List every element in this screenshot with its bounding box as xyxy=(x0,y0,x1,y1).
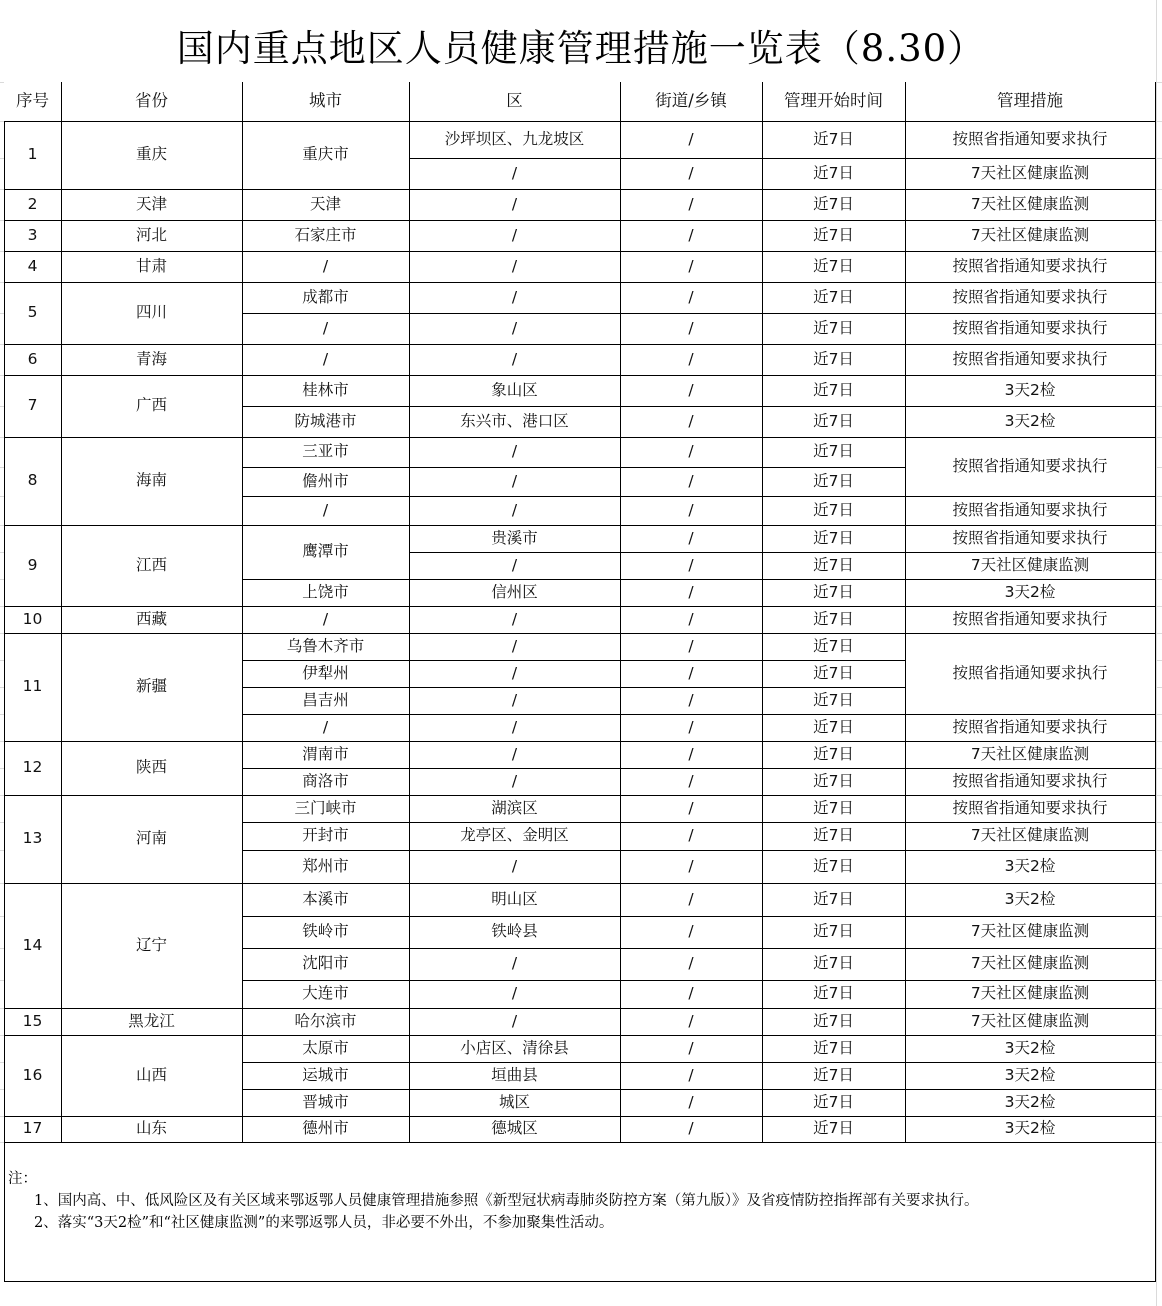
cell-district[interactable]: / xyxy=(511,256,518,275)
cell-city[interactable]: 渭南市 xyxy=(302,744,349,763)
cell-start[interactable]: 近7日 xyxy=(813,225,854,244)
cell-measure[interactable]: 3天2检 xyxy=(1004,1038,1056,1057)
cell-district[interactable]: 信州区 xyxy=(491,582,538,601)
cell-district[interactable]: / xyxy=(511,984,518,1003)
note-item-2: 2、落实“3天2检”和“社区健康监测”的来鄂返鄂人员，非必要不外出，不参加聚集性活动。 xyxy=(34,1215,614,1231)
header-seq[interactable]: 序号 xyxy=(4,82,61,121)
cell-street[interactable]: / xyxy=(688,318,694,337)
cell-city[interactable]: 本溪市 xyxy=(302,889,349,908)
cell-city[interactable]: 运城市 xyxy=(302,1065,349,1084)
cell-city[interactable]: 上饶市 xyxy=(302,582,349,601)
cell-city[interactable]: 晋城市 xyxy=(302,1092,349,1111)
cell-province[interactable]: 辽宁 xyxy=(135,935,167,954)
cell-street[interactable]: / xyxy=(688,349,694,368)
cell-province[interactable]: 广西 xyxy=(135,396,167,415)
cell-street[interactable]: / xyxy=(688,663,694,682)
cell-measure[interactable]: 按照省指通知要求执行 xyxy=(952,609,1108,628)
cell-start[interactable]: 近7日 xyxy=(813,528,854,547)
cell-measure[interactable]: 按照省指通知要求执行 xyxy=(952,318,1108,337)
cell-city[interactable]: 德州市 xyxy=(302,1119,349,1138)
cell-measure[interactable]: 3天2检 xyxy=(1004,411,1056,430)
cell-street[interactable]: / xyxy=(688,163,694,182)
cell-seq[interactable]: 6 xyxy=(27,349,38,368)
cell-district[interactable]: 铁岭县 xyxy=(491,922,538,941)
cell-street[interactable]: / xyxy=(688,922,694,941)
cell-street[interactable]: / xyxy=(688,798,694,817)
cell-district[interactable]: / xyxy=(511,442,518,461)
cell-measure[interactable]: 7天社区健康监测 xyxy=(970,163,1090,182)
cell-province[interactable]: 青海 xyxy=(135,349,167,368)
cell-street[interactable]: / xyxy=(688,954,694,973)
cell-start[interactable]: 近7日 xyxy=(813,922,854,941)
cell-measure[interactable]: 按照省指通知要求执行 xyxy=(952,798,1108,817)
cell-seq[interactable]: 13 xyxy=(22,829,43,848)
cell-district[interactable]: / xyxy=(511,194,518,213)
cell-district[interactable]: / xyxy=(511,225,518,244)
cell-measure[interactable]: 7天社区健康监测 xyxy=(970,826,1090,845)
cell-start[interactable]: 近7日 xyxy=(813,690,854,709)
cell-start[interactable]: 近7日 xyxy=(813,954,854,973)
cell-start[interactable]: 近7日 xyxy=(813,1038,854,1057)
cell-district[interactable]: / xyxy=(511,663,518,682)
cell-district[interactable]: 贵溪市 xyxy=(491,528,538,547)
cell-street[interactable]: / xyxy=(688,1119,694,1138)
cell-street[interactable]: / xyxy=(688,1011,694,1030)
cell-district[interactable]: 德城区 xyxy=(491,1119,538,1138)
cell-city[interactable]: 郑州市 xyxy=(302,856,349,875)
cell-start[interactable]: 近7日 xyxy=(813,555,854,574)
cell-district[interactable]: 湖滨区 xyxy=(491,798,538,817)
note-item-1: 1、国内高、中、低风险区及有关区域来鄂返鄂人员健康管理措施参照《新型冠状病毒肺炎防控方案（第九版）》及省疫情防控指挥部有关要求执行。 xyxy=(34,1193,979,1209)
cell-district[interactable]: / xyxy=(511,1011,518,1030)
cell-measure[interactable]: 按照省指通知要求执行 xyxy=(952,456,1108,475)
cell-city[interactable]: 石家庄市 xyxy=(294,225,357,244)
cell-province[interactable]: 山东 xyxy=(135,1119,167,1138)
cell-measure[interactable]: 按照省指通知要求执行 xyxy=(952,287,1108,306)
cell-start[interactable]: 近7日 xyxy=(813,349,854,368)
cell-start[interactable]: 近7日 xyxy=(813,826,854,845)
cell-start[interactable]: 近7日 xyxy=(813,771,854,790)
cell-street[interactable]: / xyxy=(688,582,694,601)
cell-measure[interactable]: 3天2检 xyxy=(1004,856,1056,875)
cell-district[interactable]: / xyxy=(511,349,518,368)
cell-city[interactable]: 开封市 xyxy=(302,826,349,845)
cell-street[interactable]: / xyxy=(688,826,694,845)
cell-start[interactable]: 近7日 xyxy=(813,1065,854,1084)
cell-measure[interactable]: 7天社区健康监测 xyxy=(970,922,1090,941)
cell-start[interactable]: 近7日 xyxy=(813,609,854,628)
cell-city[interactable]: 大连市 xyxy=(302,984,349,1003)
cell-measure[interactable]: 7天社区健康监测 xyxy=(970,954,1090,973)
cell-seq[interactable]: 14 xyxy=(22,935,43,954)
cell-start[interactable]: 近7日 xyxy=(813,798,854,817)
cell-measure[interactable]: 按照省指通知要求执行 xyxy=(952,129,1108,148)
cell-district[interactable]: / xyxy=(511,287,518,306)
cell-province[interactable]: 陕西 xyxy=(135,758,167,777)
cell-start[interactable]: 近7日 xyxy=(813,717,854,736)
cell-district[interactable]: / xyxy=(511,609,518,628)
notes-section xyxy=(8,1168,1156,1234)
cell-district[interactable]: 沙坪坝区、九龙坡区 xyxy=(444,129,585,148)
cell-city[interactable]: 鹰潭市 xyxy=(302,542,349,561)
cell-province[interactable]: 江西 xyxy=(135,555,167,574)
cell-measure[interactable]: 3天2检 xyxy=(1004,380,1056,399)
cell-city[interactable]: / xyxy=(322,717,329,736)
cell-start[interactable]: 近7日 xyxy=(813,471,854,490)
cell-street[interactable]: / xyxy=(688,471,694,490)
cell-seq[interactable]: 17 xyxy=(22,1119,43,1138)
cell-start[interactable]: 近7日 xyxy=(813,194,854,213)
cell-measure[interactable]: 3天2检 xyxy=(1004,1065,1056,1084)
cell-measure[interactable]: 7天社区健康监测 xyxy=(970,194,1090,213)
cell-start[interactable]: 近7日 xyxy=(813,889,854,908)
cell-seq[interactable]: 16 xyxy=(22,1065,43,1084)
cell-street[interactable]: / xyxy=(688,856,694,875)
cell-city[interactable]: 重庆市 xyxy=(302,145,349,164)
cell-district[interactable]: 垣曲县 xyxy=(491,1065,538,1084)
cell-city[interactable]: 太原市 xyxy=(302,1038,349,1057)
cell-street[interactable]: / xyxy=(688,225,694,244)
cell-city[interactable]: / xyxy=(322,256,329,275)
cell-street[interactable]: / xyxy=(688,1038,694,1057)
cell-measure[interactable]: 7天社区健康监测 xyxy=(970,555,1090,574)
cell-start[interactable]: 近7日 xyxy=(813,663,854,682)
cell-city[interactable]: 沈阳市 xyxy=(302,954,349,973)
cell-start[interactable]: 近7日 xyxy=(813,442,854,461)
cell-city[interactable]: 三门峡市 xyxy=(294,798,357,817)
cell-seq[interactable]: 3 xyxy=(27,225,38,244)
cell-province[interactable]: 海南 xyxy=(135,471,167,490)
cell-street[interactable]: / xyxy=(688,528,694,547)
cell-district[interactable]: / xyxy=(511,744,518,763)
cell-district[interactable]: / xyxy=(511,555,518,574)
cell-street[interactable]: / xyxy=(688,194,694,213)
cell-province[interactable]: 河北 xyxy=(135,225,167,244)
header-start[interactable]: 管理开始时间 xyxy=(762,82,905,121)
cell-district[interactable]: 龙亭区、金明区 xyxy=(460,826,569,845)
cell-street[interactable]: / xyxy=(688,717,694,736)
cell-province[interactable]: 天津 xyxy=(135,194,167,213)
cell-district[interactable]: / xyxy=(511,318,518,337)
cell-street[interactable]: / xyxy=(688,889,694,908)
cell-start[interactable]: 近7日 xyxy=(813,1092,854,1111)
cell-province[interactable]: 山西 xyxy=(135,1065,167,1084)
cell-street[interactable]: / xyxy=(688,129,694,148)
cell-street[interactable]: / xyxy=(688,984,694,1003)
cell-street[interactable]: / xyxy=(688,1065,694,1084)
cell-start[interactable]: 近7日 xyxy=(813,287,854,306)
cell-start[interactable]: 近7日 xyxy=(813,411,854,430)
cell-street[interactable]: / xyxy=(688,442,694,461)
cell-district[interactable]: 东兴市、港口区 xyxy=(460,411,569,430)
cell-city[interactable]: 桂林市 xyxy=(302,380,349,399)
header-district[interactable]: 区 xyxy=(409,82,620,121)
cell-district[interactable]: / xyxy=(511,717,518,736)
cell-city[interactable]: 三亚市 xyxy=(302,442,349,461)
cell-seq[interactable]: 11 xyxy=(22,677,43,696)
cell-seq[interactable]: 4 xyxy=(27,256,38,275)
cell-street[interactable]: / xyxy=(688,636,694,655)
header-province[interactable]: 省份 xyxy=(61,82,242,121)
cell-seq[interactable]: 1 xyxy=(27,145,38,164)
cell-measure[interactable]: 7天社区健康监测 xyxy=(970,984,1090,1003)
cell-start[interactable]: 近7日 xyxy=(813,744,854,763)
cell-city[interactable]: 儋州市 xyxy=(302,471,349,490)
cell-street[interactable]: / xyxy=(688,380,694,399)
cell-start[interactable]: 近7日 xyxy=(813,1011,854,1030)
cell-measure[interactable]: 3天2检 xyxy=(1004,1119,1056,1138)
cell-district[interactable]: / xyxy=(511,771,518,790)
cell-start[interactable]: 近7日 xyxy=(813,318,854,337)
cell-city[interactable]: 防城港市 xyxy=(294,411,357,430)
cell-district[interactable]: / xyxy=(511,690,518,709)
cell-start[interactable]: 近7日 xyxy=(813,380,854,399)
cell-district[interactable]: / xyxy=(511,163,518,182)
cell-measure[interactable]: 按照省指通知要求执行 xyxy=(952,256,1108,275)
cell-city[interactable]: 哈尔滨市 xyxy=(294,1011,357,1030)
cell-street[interactable]: / xyxy=(688,771,694,790)
cell-street[interactable]: / xyxy=(688,609,694,628)
cell-street[interactable]: / xyxy=(688,287,694,306)
cell-province[interactable]: 四川 xyxy=(135,303,167,322)
cell-province[interactable]: 新疆 xyxy=(135,677,167,696)
cell-measure[interactable]: 按照省指通知要求执行 xyxy=(952,663,1108,682)
cell-city[interactable]: / xyxy=(322,318,329,337)
cell-start[interactable]: 近7日 xyxy=(813,582,854,601)
cell-start[interactable]: 近7日 xyxy=(813,856,854,875)
cell-measure[interactable]: 7天社区健康监测 xyxy=(970,1011,1090,1030)
cell-city[interactable]: 成都市 xyxy=(302,287,349,306)
cell-district[interactable]: / xyxy=(511,471,518,490)
cell-measure[interactable]: 3天2检 xyxy=(1004,889,1056,908)
cell-seq[interactable]: 8 xyxy=(27,471,38,490)
cell-measure[interactable]: 7天社区健康监测 xyxy=(970,744,1090,763)
cell-seq[interactable]: 2 xyxy=(27,194,38,213)
cell-district[interactable]: / xyxy=(511,954,518,973)
cell-city[interactable]: 乌鲁木齐市 xyxy=(286,636,365,655)
cell-province[interactable]: 黑龙江 xyxy=(128,1011,175,1030)
cell-seq[interactable]: 7 xyxy=(27,396,38,415)
cell-start[interactable]: 近7日 xyxy=(813,636,854,655)
cell-province[interactable]: 河南 xyxy=(135,829,167,848)
cell-start[interactable]: 近7日 xyxy=(813,163,854,182)
cell-start[interactable]: 近7日 xyxy=(813,984,854,1003)
sheet-title: 国内重点地区人员健康管理措施一览表（8.30） xyxy=(176,27,986,70)
cell-province[interactable]: 西藏 xyxy=(135,609,167,628)
cell-start[interactable]: 近7日 xyxy=(813,256,854,275)
cell-district[interactable]: / xyxy=(511,856,518,875)
cell-start[interactable]: 近7日 xyxy=(813,129,854,148)
cell-measure[interactable]: 按照省指通知要求执行 xyxy=(952,771,1108,790)
cell-measure[interactable]: 按照省指通知要求执行 xyxy=(952,500,1108,519)
header-street[interactable]: 街道/乡镇 xyxy=(620,82,762,121)
cell-city[interactable]: / xyxy=(322,500,329,519)
cell-city[interactable]: 铁岭市 xyxy=(302,922,349,941)
cell-city[interactable]: / xyxy=(322,349,329,368)
cell-city[interactable]: / xyxy=(322,609,329,628)
cell-street[interactable]: / xyxy=(688,744,694,763)
cell-district[interactable]: / xyxy=(511,500,518,519)
header-city[interactable]: 城市 xyxy=(242,82,409,121)
cell-province[interactable]: 甘肃 xyxy=(135,256,167,275)
cell-seq[interactable]: 12 xyxy=(22,758,43,777)
cell-district[interactable]: 象山区 xyxy=(491,380,538,399)
notes-heading: 注： xyxy=(8,1171,37,1187)
cell-seq[interactable]: 9 xyxy=(27,555,38,574)
header-measure[interactable]: 管理措施 xyxy=(905,82,1155,121)
cell-city[interactable]: 商洛市 xyxy=(302,771,349,790)
cell-street[interactable]: / xyxy=(688,1092,694,1111)
cell-seq[interactable]: 10 xyxy=(22,609,43,628)
cell-province[interactable]: 重庆 xyxy=(135,145,167,164)
cell-measure[interactable]: 7天社区健康监测 xyxy=(970,225,1090,244)
cell-district[interactable]: 城区 xyxy=(498,1092,530,1111)
cell-measure[interactable]: 按照省指通知要求执行 xyxy=(952,717,1108,736)
cell-seq[interactable]: 5 xyxy=(27,303,38,322)
cell-measure[interactable]: 3天2检 xyxy=(1004,582,1056,601)
cell-district[interactable]: 明山区 xyxy=(491,889,538,908)
cell-city[interactable]: 天津 xyxy=(309,194,341,213)
cell-street[interactable]: / xyxy=(688,500,694,519)
cell-district[interactable]: 小店区、清徐县 xyxy=(460,1038,569,1057)
cell-street[interactable]: / xyxy=(688,555,694,574)
cell-district[interactable]: / xyxy=(511,636,518,655)
cell-street[interactable]: / xyxy=(688,256,694,275)
cell-start[interactable]: 近7日 xyxy=(813,500,854,519)
cell-measure[interactable]: 按照省指通知要求执行 xyxy=(952,528,1108,547)
cell-measure[interactable]: 按照省指通知要求执行 xyxy=(952,349,1108,368)
cell-start[interactable]: 近7日 xyxy=(813,1119,854,1138)
cell-seq[interactable]: 15 xyxy=(22,1011,43,1030)
cell-city[interactable]: 昌吉州 xyxy=(302,690,349,709)
cell-measure[interactable]: 3天2检 xyxy=(1004,1092,1056,1111)
cell-street[interactable]: / xyxy=(688,690,694,709)
cell-city[interactable]: 伊犁州 xyxy=(302,663,349,682)
cell-street[interactable]: / xyxy=(688,411,694,430)
